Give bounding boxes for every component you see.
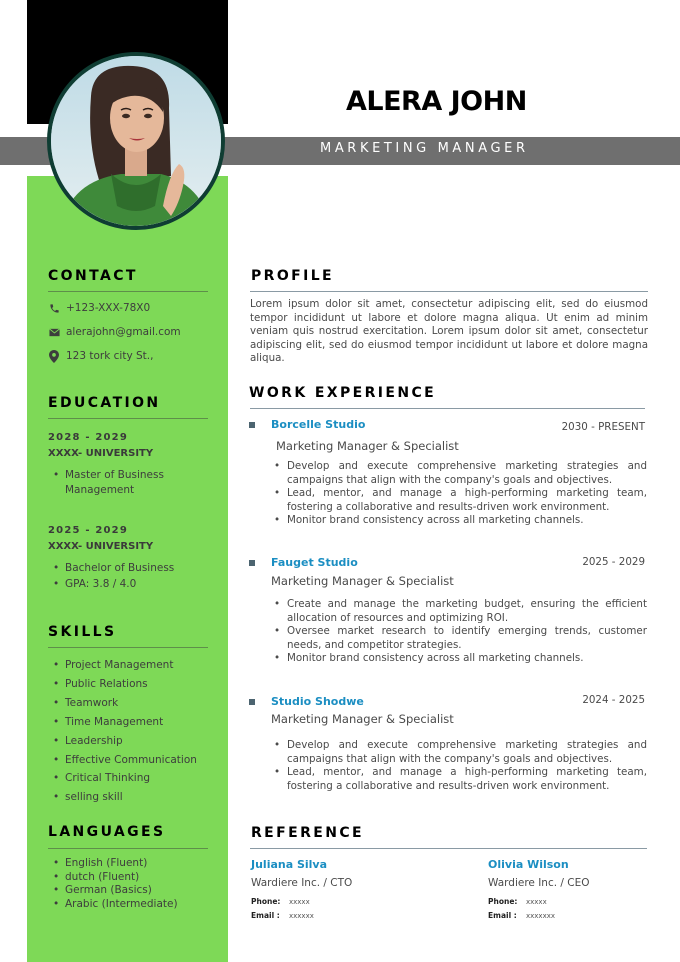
education-gpa: • GPA: 3.8 / 4.0	[53, 577, 174, 593]
skill-item: • Project Management	[53, 656, 197, 675]
reference-email-label: Email :	[251, 911, 280, 920]
skills-list	[53, 656, 197, 807]
reference-phone: xxxxx	[289, 898, 310, 906]
phone-text: +123-XXX-78X0	[66, 302, 151, 314]
skill-item: • Critical Thinking	[53, 769, 197, 788]
job-marker	[249, 699, 255, 705]
education-school: XXXX- UNIVERSITY	[48, 448, 154, 459]
language-item: • Arabic (Intermediate)	[53, 898, 178, 912]
education-details	[53, 561, 174, 592]
job-responsibilities	[273, 460, 647, 528]
profile-photo	[47, 52, 225, 230]
job-dates: 2025 - 2029	[582, 556, 645, 568]
languages-divider	[48, 848, 208, 849]
reference-company: Wardiere Inc. / CTO	[251, 877, 353, 889]
skills-heading: SKILLS	[48, 624, 117, 640]
education-school: XXXX- UNIVERSITY	[48, 541, 154, 552]
languages-heading: LANGUAGES	[48, 824, 166, 840]
email-text: alerajohn@gmail.com	[66, 326, 181, 338]
contact-address	[48, 348, 153, 364]
education-years: 2028 - 2029	[48, 432, 128, 443]
job-responsibilities	[273, 598, 647, 666]
job-dates: 2024 - 2025	[582, 694, 645, 706]
job-bullet: • Monitor brand consistency across all marketing channels.	[273, 514, 647, 528]
skill-item: • Leadership	[53, 732, 197, 751]
reference-name: Juliana Silva	[251, 858, 328, 871]
language-item: • dutch (Fluent)	[53, 871, 178, 885]
reference-company: Wardiere Inc. / CEO	[488, 877, 590, 889]
skill-item: • Teamwork	[53, 694, 197, 713]
job-role: Marketing Manager & Specialist	[276, 439, 459, 453]
job-bullet: • Oversee market research to identify emerging trends, customer needs, and competitor strategies.	[273, 625, 647, 652]
reference-email: xxxxxx	[289, 912, 314, 920]
contact-phone	[48, 300, 150, 316]
skill-item: • Public Relations	[53, 675, 197, 694]
experience-heading: WORK EXPERIENCE	[249, 385, 437, 401]
location-pin-icon	[48, 349, 60, 363]
job-dates: 2030 - PRESENT	[561, 421, 645, 433]
skills-divider	[48, 647, 208, 648]
job-bullet: • Lead, mentor, and manage a high-performing marketing team, fostering a collaborative and results-driven work environment.	[273, 766, 647, 793]
job-role: Marketing Manager & Specialist	[271, 712, 454, 726]
reference-divider	[250, 848, 647, 849]
job-bullet: • Lead, mentor, and manage a high-performing marketing team, fostering a collaborative and results-driven work environment.	[273, 487, 647, 514]
reference-phone-label: Phone:	[251, 897, 281, 906]
profile-heading: PROFILE	[251, 268, 334, 284]
job-role: Marketing Manager & Specialist	[271, 574, 454, 588]
reference-heading: REFERENCE	[251, 825, 364, 841]
skill-item: • Effective Communication	[53, 751, 197, 770]
job-company: Studio Shodwe	[271, 695, 364, 708]
education-degree: • Master of Business	[53, 468, 164, 484]
job-responsibilities	[273, 739, 647, 793]
job-bullet: • Develop and execute comprehensive marketing strategies and campaigns that align with the company's goals and objectives.	[273, 460, 647, 487]
job-company: Borcelle Studio	[271, 418, 366, 431]
reference-phone-label: Phone:	[488, 897, 518, 906]
contact-email	[48, 324, 181, 340]
experience-divider	[250, 408, 645, 409]
education-degree-cont: Management	[65, 484, 135, 496]
reference-email: xxxxxxx	[526, 912, 555, 920]
skill-item: • Time Management	[53, 713, 197, 732]
education-heading: EDUCATION	[48, 395, 161, 411]
job-bullet: • Create and manage the marketing budget, ensuring the efficient allocation of resources and optimizing ROI.	[273, 598, 647, 625]
languages-list	[53, 857, 178, 911]
contact-heading: CONTACT	[48, 268, 138, 284]
contact-divider	[48, 291, 208, 292]
profile-divider	[250, 291, 648, 292]
language-item: • English (Fluent)	[53, 857, 178, 871]
job-title: MARKETING MANAGER	[320, 141, 529, 156]
reference-name: Olivia Wilson	[488, 858, 569, 871]
reference-email-label: Email :	[488, 911, 517, 920]
skill-item: • selling skill	[53, 788, 197, 807]
education-divider	[48, 418, 208, 419]
job-bullet: • Develop and execute comprehensive marketing strategies and campaigns that align with the company's goals and objectives.	[273, 739, 647, 766]
address-text: 123 tork city St.,	[66, 350, 154, 362]
mail-icon	[48, 325, 60, 339]
education-years: 2025 - 2029	[48, 525, 128, 536]
profile-summary: Lorem ipsum dolor sit amet, consectetur adipiscing elit, sed do eiusmod tempor incididunt ut labore et dolore magna aliqua. Ut enim ad minim veniam quis nostrud exercitation. Lorem ipsum dolor sit amet, consectetur adipiscing elit, sed do eiusmod tempor incididunt ut labore et dolore magna aliqua.	[250, 298, 648, 365]
job-company: Fauget Studio	[271, 556, 358, 569]
phone-icon	[48, 301, 60, 315]
education-details	[53, 468, 164, 484]
reference-phone: xxxxx	[526, 898, 547, 906]
language-item: • German (Basics)	[53, 884, 178, 898]
job-bullet: • Monitor brand consistency across all marketing channels.	[273, 652, 647, 666]
education-degree: • Bachelor of Business	[53, 561, 174, 577]
candidate-name: ALERA JOHN	[346, 86, 527, 117]
job-marker	[249, 422, 255, 428]
job-marker	[249, 560, 255, 566]
